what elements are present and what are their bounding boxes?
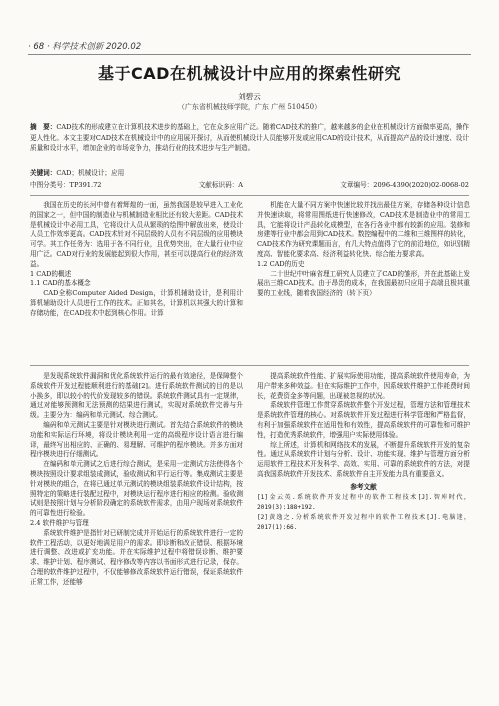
column-bottom-left xyxy=(30,372,243,588)
reference-item: [2]黄逸之.分析系统软件开发过程中的软件工程技术[J].电脑迷，2017(1):66. xyxy=(257,513,470,531)
author-affiliation: （广东省机械技师学院，广东 广州 510450） xyxy=(177,103,322,111)
column-top-right xyxy=(257,201,470,299)
section-heading: 1 CAD的概述 xyxy=(30,269,72,278)
keywords-text: CAD；机械设计；应用 xyxy=(56,169,125,177)
body-paragraph: 在编码和单元测试之后进行综合测试，是采用一定测试方法使得各个模块按照设计要求组装成测试，验收测试和平行运行等。集成测试主要是针对模块的组合，在将已通过单元测试的模块组装系统软件设计结构，按照特定的策略进行装配过程中，对模块运行程序进行相应的检测。验收测试则是按照计划与分析阶段确定的系统软件需求，由用户现场对系统软件的可靠性进行检验。 xyxy=(30,460,243,518)
body-paragraph: CAD全称Computer Aided Design，计算机辅助设计，是利用计算机辅助设计人员进行工作的技术。正如其名，计算机以其强大的计算和存储功能，在CAD技术中起到核心作用。计算 xyxy=(30,289,243,317)
column-top-left xyxy=(30,201,243,319)
references-heading: 参考文献 xyxy=(350,482,377,491)
column-bottom-right xyxy=(257,372,470,533)
subsection-heading: 2.4 软件维护与管理 xyxy=(30,518,89,527)
body-paragraph: 系统软件维护是指针对已研制完成并开始运行的系统软件进行一定的软件工程活动，以更好地满足用户的需求。即诊断和改正错误、根据环境进行调整、改进或扩充功能。并在实际维护过程中将错误诊断、维护要求、维护计划、程序测试、程序修改等内容以书面形式进行记录，保存。合理的软件维护过程中，不仅能够修改系统软件运行错误，保证系统软件正常工作，还能够 xyxy=(30,528,243,586)
running-header: · 68 · 科学技术创新 2020.02 xyxy=(28,40,471,55)
body-paragraph: 提高系统软件性能、扩展实际使用功能，提高系统软件使用寿命，为用户带来多种效益。但在实际维护工作中，因系统软件维护工作耗费时间长，花费资金多等问题，出现被忽视的状况。 xyxy=(257,372,470,400)
body-paragraph: 二十世纪中叶麻省理工研究人员建立了CAD的雏形，并在此基础上发展出三维CAD技术。由于昂贵的成本，在我国最初只应用于高端且极其重要的工业线，随着我国经济的（转下页） xyxy=(257,269,470,298)
body-paragraph: 综上所述，计算机和网络技术的发展，不断提升系统软件开发的复杂性。通过从系统软件计划与分析、设计、功能实现、维护与管理方面分析运用软件工程技术开发科学、高效、实用、可靠的系统软件的方法，对提高我国系统软件开发技术、系统软件自主开发能力具有重要意义。 xyxy=(257,440,470,478)
subsection-heading: 1.2 CAD的历史 xyxy=(257,259,305,268)
paper-title: 基于CAD在机械设计中应用的探索性研究 xyxy=(98,64,401,83)
body-paragraph: 机能在大量不同方案中快速比较并找出最佳方案，存储各种设计信息并快速读取，将常用图纸进行快速修改，CAD技术是制造业中的常用工具，它能将设计产品转化成模型，在各行各业中都有较新的应用。装修和房建等行业中都会用到CAD技术。数控编程中的二维和三维图样的转化，CAD技术作为研究课题而言，有几大特点值得了它的前沿地位，如识别精度高、智能化要求高、经济利益转化快、综合能力要求高。 xyxy=(257,201,470,258)
keywords-label: 关键词： xyxy=(30,169,57,177)
body-paragraph: 编码和单元测试主要是针对模块进行测试。首先结合系统软件的模块功能和实际运行环境，将设计模块利用一定的高级程序设计语言进行编译，最终写出相应的、正确的、易理解、可维护的程序模块。并多方面对程序模块进行仔细测试。 xyxy=(30,420,243,459)
clc-number: 中图分类号：TP391.72 xyxy=(30,181,102,189)
author-name: 刘碧云 xyxy=(238,92,261,101)
article-number: 文章编号：2096-4390(2020)02-0068-02 xyxy=(340,181,469,189)
abstract-label: 摘 要： xyxy=(30,123,57,131)
subsection-heading: 1.1 CAD的基本概念 xyxy=(30,279,91,288)
abstract xyxy=(30,122,469,154)
section-divider xyxy=(30,365,469,366)
body-paragraph: 是发现系统软件漏洞和优化系统软件运行的最有效途径，是保障整个系统软件开发过程能顺利进行的基础[2]。进行系统软件测试的目的是以小换多，即以较小的代价发现较多的错误。系统软件测试具有一定规律，通过对能够预测和无法预测的结果进行测试，实现对系统软件完善与升级。主要分为：编码和单元测试、综合测试。 xyxy=(30,372,243,420)
keywords xyxy=(30,167,469,177)
abstract-text: CAD技术的形成建立在计算机技术进步的基础上，它在众多应用广泛。随着CAD技术的推广，越来越多的企业在机械设计方面做率更高，操作更人性化。本文主要对CAD技术在机械设计中的应用展开探讨，从而使机械设计人员能够开发或应用CAD的设计技术，从而提高产品的设计速度、设计质量和设计水平，增加企业的市场竞争力，推动行业的技术进步与生产制造。 xyxy=(30,123,469,152)
document-code: 文献标识码：A xyxy=(198,181,244,189)
classification-row xyxy=(30,179,469,196)
body-paragraph: 我国在历史的长河中曾有着辉煌的一面，虽然我国是较早进入工业化的国家之一，但中国的制造业与机械制造业相比还有较大差距。CAD技术是机械设计中必用工具，它将设计人员从繁琐的绘图中解放出来，使设计人员工作效率更高。CAD技术针对不同层级的人员有不同层级的应用模块可学。其工作任务为：选用于各不同行业，且优势突出，在大量行业中应用广泛。CAD对行业的发展能起到很大作用，甚至可以提高行业的经济效益。 xyxy=(30,201,243,268)
body-paragraph: 系统软件管理工作贯穿系统软件整个开发过程，管理方法和管理技术是系统软件管理的核心。对系统软件开发过程进行科学管理和严格监督，有利于加强系统软件在适用性和有效性，提高系统软件的可靠性和可维护性，打造优秀系统软件，增强用户实际使用体验。 xyxy=(257,401,470,439)
reference-item: [1]金云英.系统软件开发过程中的软件工程技术[J].智库时代，2019(3):188+192. xyxy=(257,493,470,511)
